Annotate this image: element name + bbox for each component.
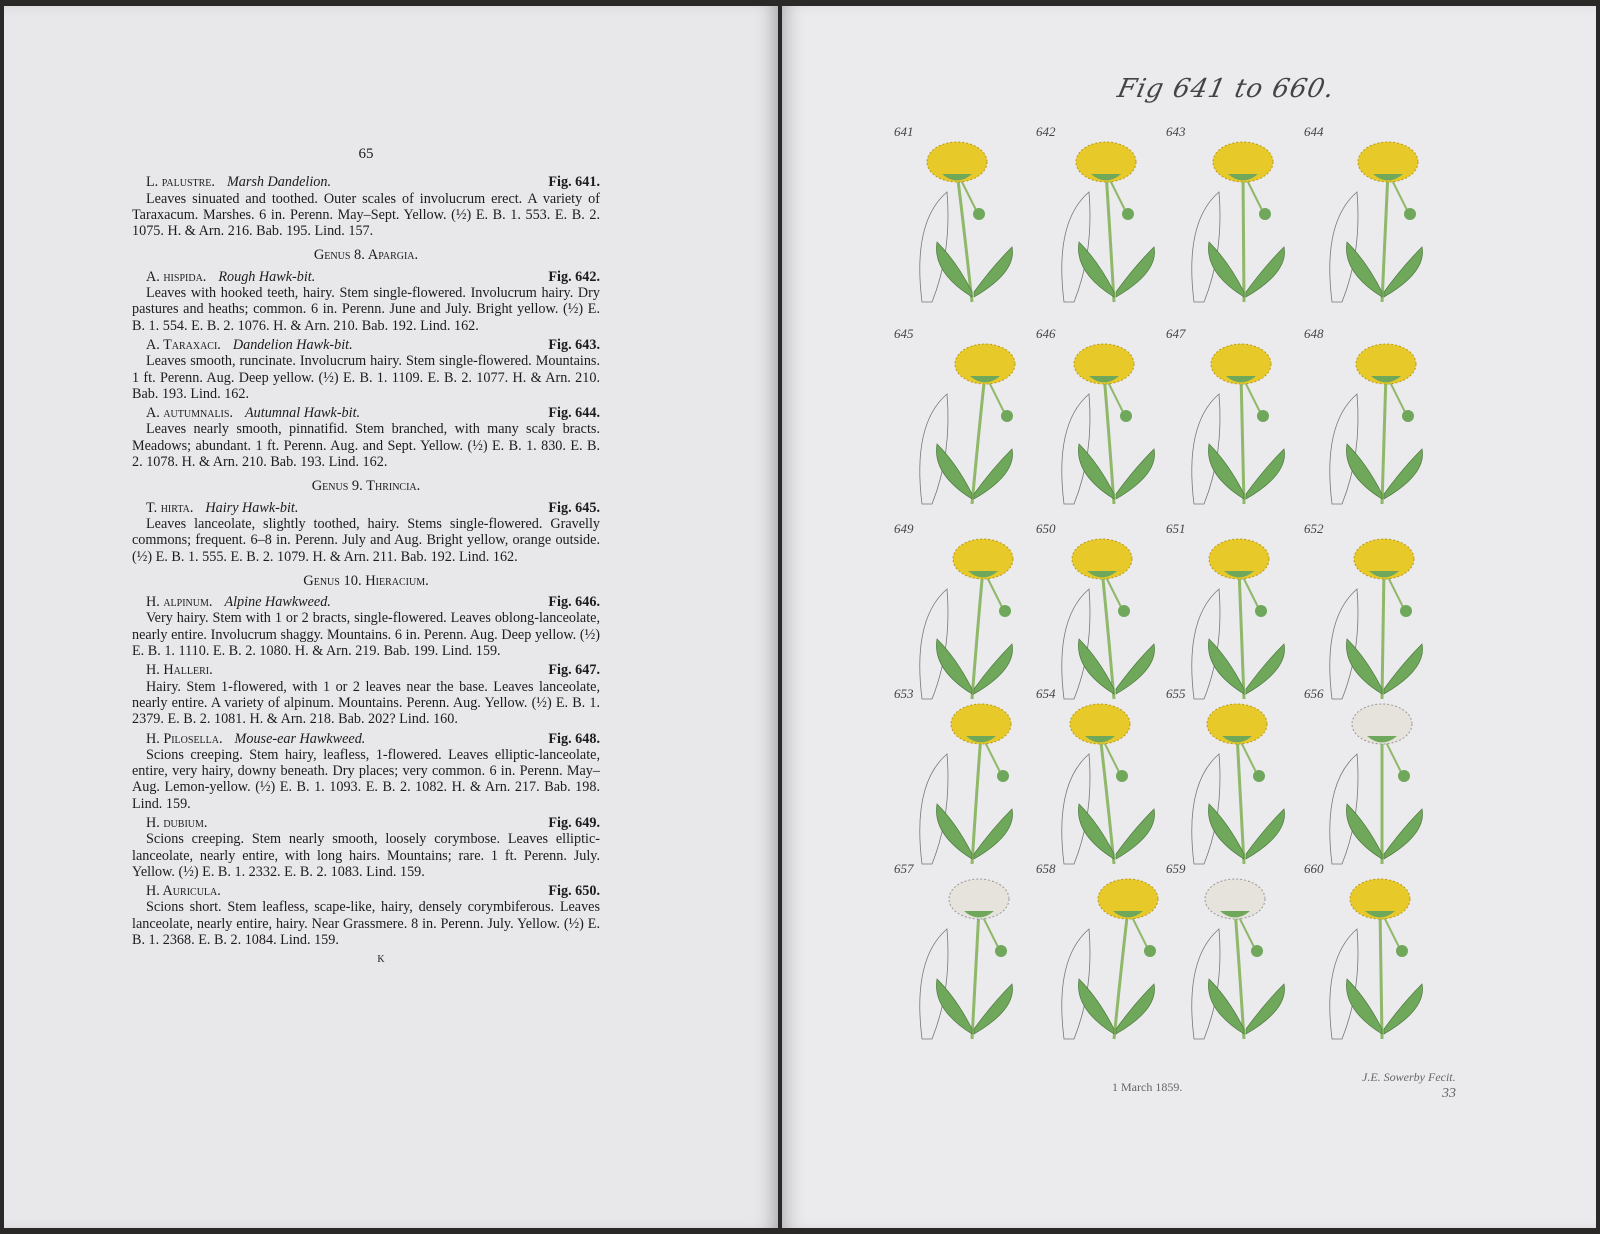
species-entry: [132, 594, 600, 659]
figure-number: 647: [1166, 326, 1186, 341]
plant-illustration: [1174, 334, 1314, 509]
figure-number: 655: [1166, 686, 1186, 701]
species-name: H. Auricula.: [146, 883, 221, 900]
figure-number: 645: [894, 326, 914, 341]
plant-illustration: [1174, 132, 1314, 307]
species-name: H. Halleri.: [146, 662, 213, 679]
plant-illustration: [1044, 869, 1184, 1044]
genus-heading: Genus 10. Hieracium.: [303, 572, 429, 589]
species-description: Leaves nearly smooth, pinnatifid. Stem branched, with many scaly bracts. Meadows; abundant. 1 ft. Perenn. Aug. and Sept. Yellow. (½) E. B. 1. 830. E. B. 2. 1078. H. & Arn. 210. Bab. 193. Lind. 162.: [132, 421, 600, 471]
species-entry: [132, 269, 600, 334]
page-number: 65: [358, 146, 374, 162]
plant-illustration: [902, 132, 1042, 307]
figure-ref: Fig. 645.: [548, 499, 600, 516]
figure-number: 656: [1304, 686, 1324, 701]
species-description: Hairy. Stem 1-flowered, with 1 or 2 leaves near the base. Leaves lanceolate, nearly entire. A variety of alpinum. Mountains. Perenn. Aug. Yellow. (½) E. B. 1. 2379. E. B. 2. 1081. H. & Arn. 218. Bab. 202? Lind. 160.: [132, 678, 600, 728]
signature-mark: K: [377, 954, 385, 966]
genus-heading: Genus 8. Apargia.: [313, 247, 419, 264]
species-name: A. hispida.: [146, 268, 207, 285]
figure-ref: Fig. 648.: [548, 730, 600, 747]
species-entry: [132, 174, 600, 239]
plant-illustration: [1174, 694, 1314, 869]
plant-illustration: [1044, 334, 1184, 509]
common-name: Rough Hawk-bit.: [218, 268, 316, 285]
figure-ref: Fig. 643.: [548, 336, 600, 353]
species-entry: [132, 662, 600, 727]
figure-ref: Fig. 641.: [548, 174, 600, 191]
figure-number: 643: [1166, 124, 1186, 139]
figure-ref: Fig. 644.: [548, 405, 600, 422]
species-entry: [132, 731, 600, 812]
figure-ref: Fig. 650.: [548, 883, 600, 900]
genus-heading: Genus 9. Thrincia.: [311, 478, 421, 495]
common-name: Mouse-ear Hawkweed.: [234, 730, 366, 747]
left-page: [4, 6, 778, 1228]
plant-illustration: [902, 869, 1042, 1044]
species-description: Leaves sinuated and toothed. Outer scales of involucrum erect. A variety of Taraxacum. Marshes. 6 in. Perenn. May–Sept. Yellow. (½) E. B. 1. 553. E. B. 2. 1075. H. & Arn. 216. Bab. 195. Lind. 157.: [132, 190, 600, 240]
figure-number: 642: [1036, 124, 1056, 139]
plant-illustration: [1174, 869, 1314, 1044]
plant-illustration: [1312, 694, 1452, 869]
plant-illustration: [1044, 529, 1184, 704]
species-description: Scions creeping. Stem nearly smooth, loosely corymbose. Leaves elliptic-lanceolate, nearly entire, with long hairs. Mountains; rare. 1 ft. Perenn. July. Yellow. (½) E. B. 1. 2332. E. B. 2. 1083. Lind. 159.: [132, 831, 600, 880]
figure-number: 659: [1166, 861, 1186, 876]
figure-number: 657: [894, 861, 914, 876]
species-name: A. Taraxaci.: [146, 336, 221, 353]
plant-illustration: [1044, 694, 1184, 869]
figure-number: 646: [1036, 326, 1056, 341]
plant-illustration: [1044, 132, 1184, 307]
plant-illustration: [902, 334, 1042, 509]
species-name: H. alpinum.: [146, 594, 213, 611]
figure-number: 651: [1166, 521, 1186, 536]
plant-illustration: [902, 694, 1042, 869]
common-name: Marsh Dandelion.: [226, 174, 331, 191]
species-entry: [132, 405, 600, 470]
figure-number: 658: [1036, 861, 1056, 876]
species-entry: [132, 815, 600, 880]
plant-illustration: [1312, 334, 1452, 509]
text-column: [132, 146, 600, 969]
figure-ref: Fig. 642.: [548, 268, 600, 285]
figure-number: 652: [1304, 521, 1324, 536]
common-name: Hairy Hawk-bit.: [205, 499, 299, 516]
figure-ref: Fig. 649.: [548, 814, 600, 831]
figure-number: 649: [894, 521, 914, 536]
species-description: Leaves smooth, runcinate. Involucrum hairy. Stem single-flowered. Mountains. 1 ft. Perenn. Aug. Deep yellow. (½) E. B. 1. 1109. E. B. 2. 1077. H. & Arn. 210. Bab. 193. Lind. 162.: [132, 353, 600, 402]
species-name: A. autumnalis.: [146, 405, 233, 422]
figure-ref: Fig. 647.: [548, 662, 600, 679]
figure-number: 650: [1036, 521, 1056, 536]
plant-illustration: [1174, 529, 1314, 704]
species-description: Leaves lanceolate, slightly toothed, hairy. Stems single-flowered. Gravelly commons; frequent. 6–8 in. Perenn. July and Aug. Bright yellow, orange outside. (½) E. B. 1. 555. E. B. 2. 1079. H. & Arn. 211. Bab. 192. Lind. 162.: [132, 515, 600, 565]
plate-artist: J.E. Sowerby Fecit.: [1362, 1070, 1456, 1084]
species-name: H. Pilosella.: [146, 730, 223, 747]
species-description: Scions creeping. Stem hairy, leafless, 1-flowered. Leaves elliptic-lanceolate, entire, very hairy, downy beneath. Dry places; very common. 6 in. Perenn. May–Aug. Lemon-yellow. (½) E. B. 1. 1093. E. B. 2. 1082. H. & Arn. 217. Bab. 198. Lind. 159.: [132, 746, 600, 812]
plate-title: Fig 641 to 660.: [1114, 74, 1338, 104]
species-description: Very hairy. Stem with 1 or 2 bracts, single-flowered. Leaves oblong-lanceolate, nearly entire. Involucrum shaggy. Mountains. 6 in. Perenn. Aug. Deep yellow. (½) E. B. 1. 1110. E. B. 2. 1080. H. & Arn. 219. Bab. 199. Lind. 159.: [132, 610, 600, 660]
species-entry: [132, 500, 600, 565]
figure-number: 644: [1304, 124, 1324, 139]
plate-number: 33: [1442, 1086, 1456, 1101]
species-name: H. dubium.: [146, 814, 208, 831]
plant-illustration: [1312, 529, 1452, 704]
figure-number: 648: [1304, 326, 1324, 341]
plate-date: 1 March 1859.: [1112, 1080, 1183, 1094]
figure-ref: Fig. 646.: [548, 594, 600, 611]
right-page-plate: [782, 6, 1596, 1228]
species-description: Leaves with hooked teeth, hairy. Stem single-flowered. Involucrum hairy. Dry pastures and heaths; common. 6 in. Perenn. June and July. Bright yellow. (½) E. B. 1. 554. E. B. 2. 1076. H. & Arn. 210. Bab. 192. Lind. 162.: [132, 285, 600, 334]
species-entry: [132, 337, 600, 402]
figure-number: 654: [1036, 686, 1056, 701]
figure-number: 641: [894, 124, 914, 139]
plant-illustration: [902, 529, 1042, 704]
common-name: Alpine Hawkweed.: [224, 594, 331, 611]
plant-illustration: [1312, 132, 1452, 307]
figure-number: 660: [1304, 861, 1324, 876]
plant-illustration: [1312, 869, 1452, 1044]
species-entry: [132, 883, 600, 948]
figure-number: 653: [894, 686, 914, 701]
common-name: Autumnal Hawk-bit.: [245, 405, 361, 422]
species-name: L. palustre.: [146, 174, 215, 191]
common-name: Dandelion Hawk-bit.: [232, 336, 353, 353]
species-name: T. hirta.: [146, 499, 194, 516]
species-description: Scions short. Stem leafless, scape-like, hairy, densely corymbiferous. Leaves lanceolate, nearly entire, hairy. Near Grassmere. 8 in. Perenn. July. Yellow. (½) E. B. 1. 2368. E. B. 2. 1084. Lind. 159.: [132, 899, 600, 949]
